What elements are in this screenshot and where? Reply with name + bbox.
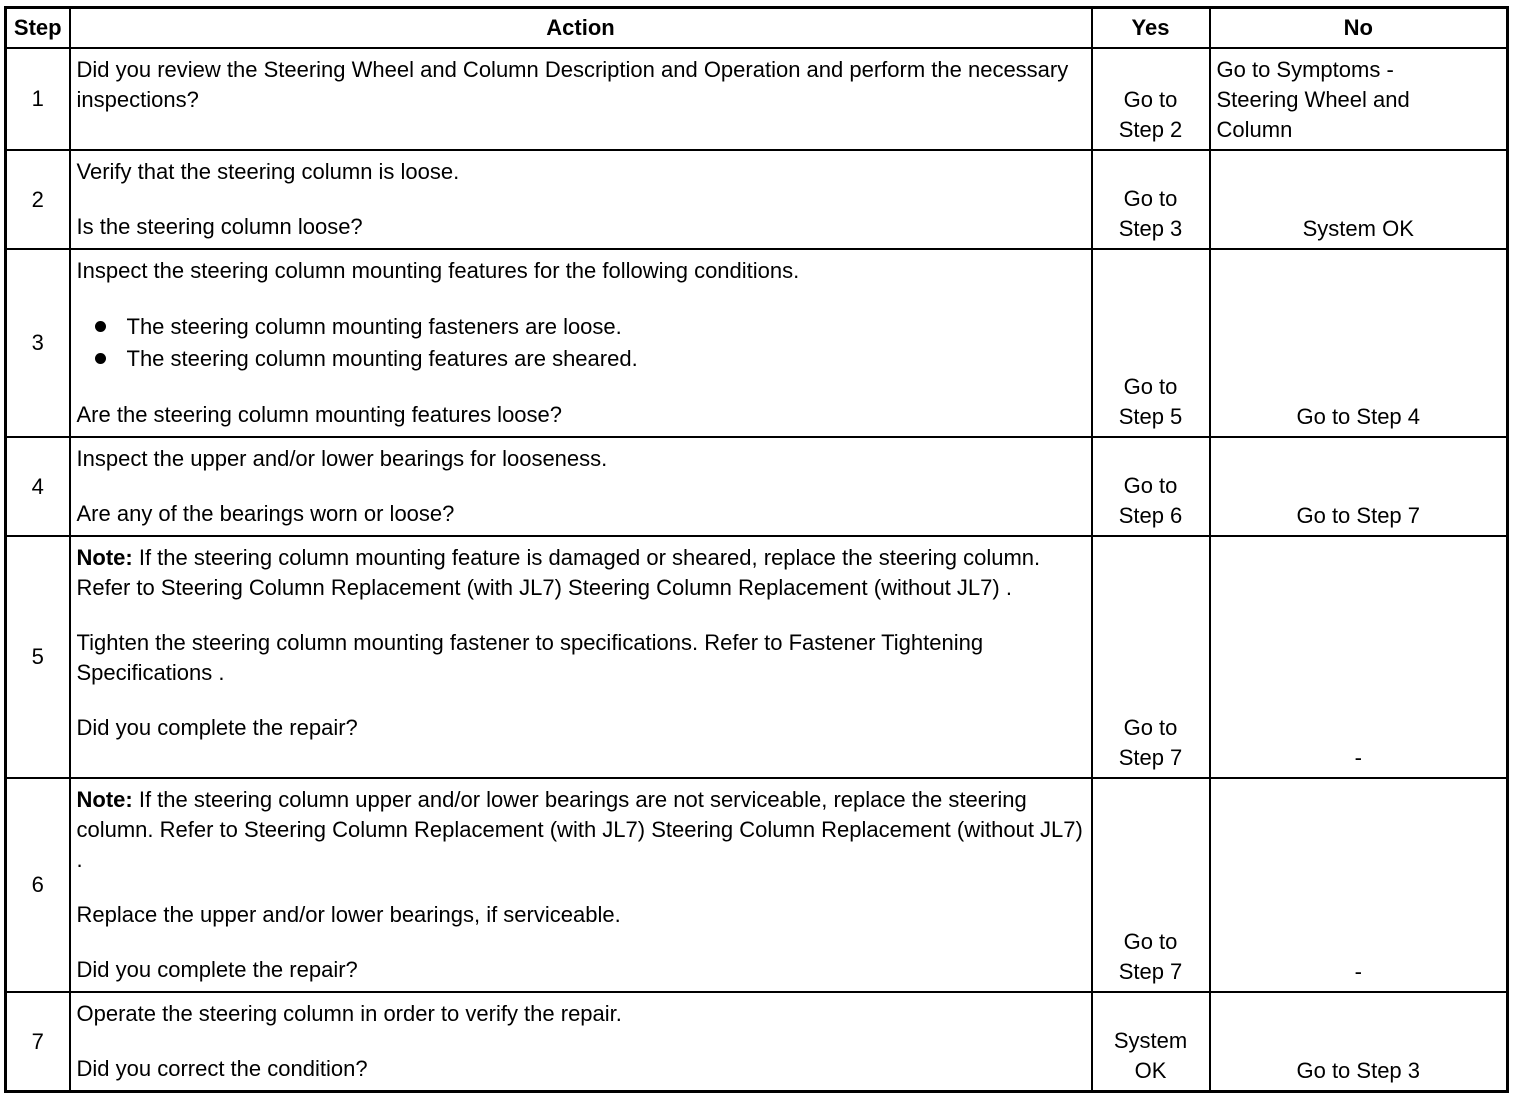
list-item-text: The steering column mounting features are sheared. [126,346,638,371]
diagnostic-table [4,6,1509,1093]
action-text: Inspect the steering column mounting features for the following conditions. [76,258,800,283]
no-text: - [1354,745,1362,770]
action-question: Did you correct the condition? [76,1056,368,1081]
no-cell [1210,48,1508,150]
yes-text: Go to [1123,186,1178,211]
list-item [77,343,1085,375]
no-text: Go to Symptoms - [1216,57,1394,82]
no-text: Go to Step 3 [1296,1058,1421,1083]
step-number: 3 [6,249,70,437]
list-item-text: The steering column mounting fasteners are loose. [126,314,622,339]
action-cell [70,536,1092,778]
yes-cell [1092,992,1210,1092]
no-text: Steering Wheel and [1216,87,1410,112]
step-number: 7 [6,992,70,1092]
action-cell [70,437,1092,536]
yes-text: Go to [1123,715,1178,740]
no-text: Go to Step 4 [1296,404,1421,429]
action-cell [70,778,1092,992]
yes-text: System [1113,1028,1188,1053]
yes-text: Step 2 [1118,117,1183,142]
action-cell [70,150,1092,249]
no-text: System OK [1302,216,1414,241]
yes-text: Go to [1123,374,1178,399]
yes-text: Step 5 [1118,404,1183,429]
yes-text: Step 7 [1118,959,1183,984]
header-no: No [1210,8,1508,49]
step-number: 1 [6,48,70,150]
no-text: - [1354,959,1362,984]
no-cell [1210,437,1508,536]
no-cell [1210,249,1508,437]
no-text: Column [1216,117,1293,142]
action-text: Verify that the steering column is loose. [76,159,460,184]
yes-cell [1092,437,1210,536]
action-question: Did you complete the repair? [76,715,358,740]
note-text: If the steering column upper and/or lower bearings are not serviceable, replace the steering column. Refer to Steering Column Replacement (with JL7) Steering Column Replacement (without JL7) . [76,787,1083,872]
action-question: Is the steering column loose? [76,214,363,239]
condition-list [77,311,1085,375]
yes-text: Go to [1123,473,1178,498]
table-row [6,437,1508,536]
yes-text: Step 7 [1118,745,1183,770]
header-step: Step [6,8,70,49]
no-cell [1210,150,1508,249]
action-cell [70,992,1092,1092]
bullet-icon [95,353,106,364]
action-question: Are any of the bearings worn or loose? [76,501,455,526]
step-number: 4 [6,437,70,536]
action-text: Did you review the Steering Wheel and Column Description and Operation and perform the necessary inspections? [76,57,1069,112]
bullet-icon [95,321,106,332]
action-text: Tighten the steering column mounting fastener to specifications. Refer to Fastener Tightening Specifications . [76,630,984,685]
yes-cell [1092,249,1210,437]
action-text: Replace the upper and/or lower bearings, if serviceable. [76,902,621,927]
note-paragraph [77,543,1085,603]
table-row [6,150,1508,249]
no-cell [1210,536,1508,778]
yes-text: Step 6 [1118,503,1183,528]
yes-cell [1092,536,1210,778]
step-number: 5 [6,536,70,778]
action-question: Are the steering column mounting features loose? [76,402,563,427]
action-cell [70,249,1092,437]
no-text: Go to Step 7 [1296,503,1421,528]
yes-cell [1092,48,1210,150]
yes-text: Step 3 [1118,216,1183,241]
yes-cell [1092,150,1210,249]
table-row [6,536,1508,778]
note-text: If the steering column mounting feature is damaged or sheared, replace the steering column. Refer to Steering Column Replacement (with JL7) Steering Column Replacement (without JL7) . [76,545,1041,600]
no-cell [1210,992,1508,1092]
note-paragraph [77,785,1085,875]
note-label: Note: [76,545,133,570]
action-question: Did you complete the repair? [76,957,358,982]
table-row [6,249,1508,437]
no-cell [1210,778,1508,992]
header-action: Action [70,8,1092,49]
step-number: 6 [6,778,70,992]
list-item [77,311,1085,343]
action-text: Operate the steering column in order to verify the repair. [76,1001,622,1026]
action-cell [70,48,1092,150]
header-yes: Yes [1092,8,1210,49]
yes-cell [1092,778,1210,992]
step-number: 2 [6,150,70,249]
yes-text: Go to [1123,87,1178,112]
action-text: Inspect the upper and/or lower bearings for looseness. [76,446,608,471]
yes-text: OK [1134,1058,1167,1083]
header-row [6,8,1508,49]
table-row [6,48,1508,150]
note-label: Note: [76,787,133,812]
yes-text: Go to [1123,929,1178,954]
table-row [6,992,1508,1092]
table-row [6,778,1508,992]
